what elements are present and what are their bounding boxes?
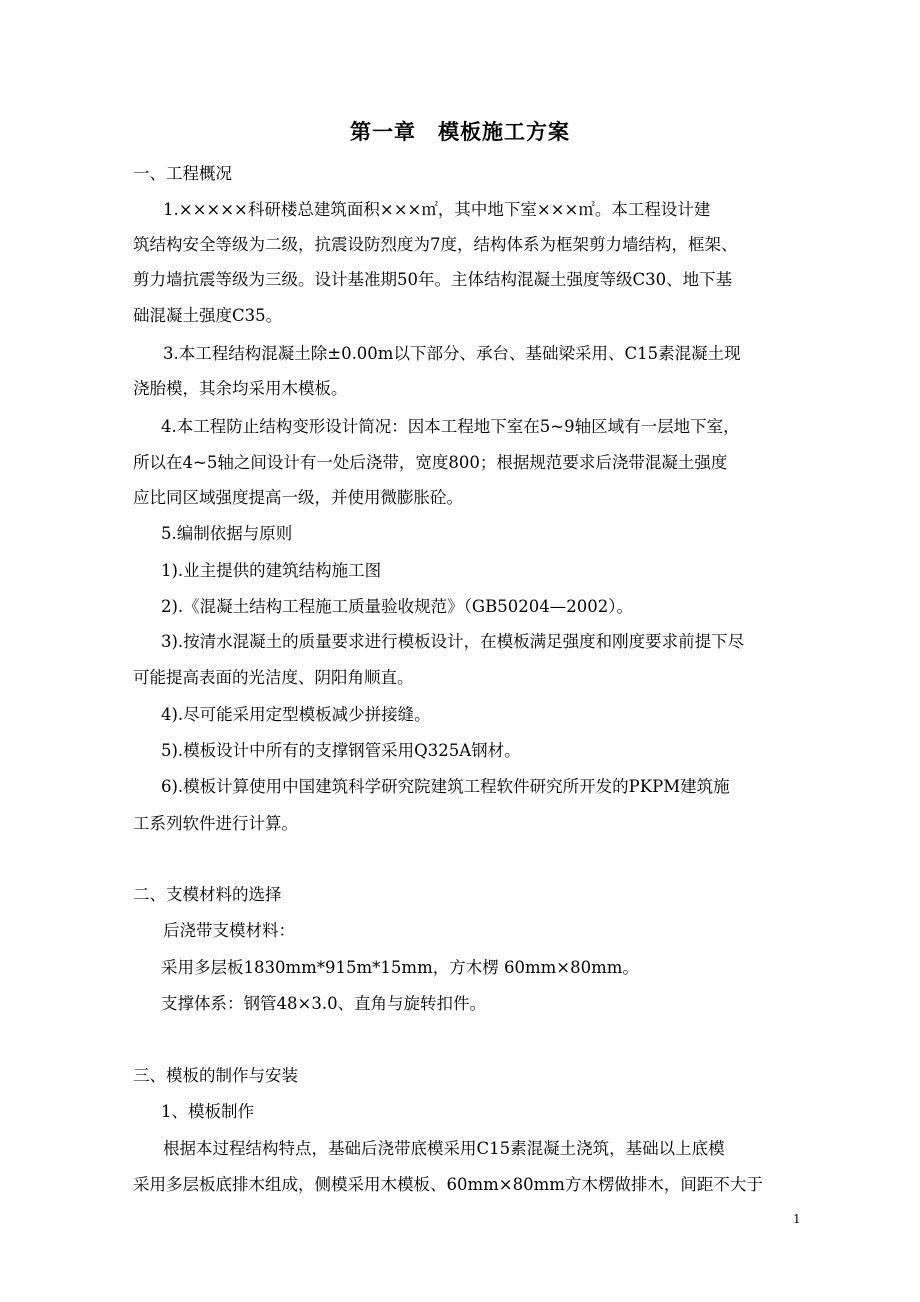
list-item: 3).按清水混凝土的质量要求进行模板设计，在模板满足强度和刚度要求前提下尽 (161, 632, 745, 651)
paragraph-line: 浇胎模，其余均采用木模板。 (133, 379, 348, 398)
paragraph-line: 可能提高表面的光洁度、阴阳角顺直。 (133, 668, 414, 687)
list-item: 2).《混凝土结构工程施工质量验收规范》（GB50204—2002）。 (161, 597, 633, 616)
page-number: 1 (793, 1212, 801, 1226)
paragraph-line: 工系列软件进行计算。 (133, 814, 298, 833)
subheading-basis: 5.编制依据与原则 (161, 524, 293, 543)
paragraph-line: 筑结构安全等级为二级，抗震设防烈度为7度，结构体系为框架剪力墙结构，框架、 (133, 235, 738, 254)
paragraph-line: 采用多层板底排木组成，侧模采用木模板、60mm×80mm方木楞做排木，间距不大于 (133, 1175, 763, 1194)
chapter-title: 第一章 模板施工方案 (350, 119, 570, 144)
paragraph-line: 所以在4~5轴之间设计有一处后浇带，宽度800；根据规范要求后浇带混凝土强度 (133, 453, 728, 472)
paragraph-line: 础混凝土强度C35。 (133, 306, 283, 325)
paragraph-line: 1.×××××科研楼总建筑面积×××㎡，其中地下室×××㎡。本工程设计建 (163, 200, 711, 219)
paragraph-line: 后浇带支模材料： (163, 921, 295, 940)
paragraph-line: 采用多层板1830mm*915m*15mm，方木楞 60mm×80mm。 (161, 958, 639, 977)
paragraph-line: 4.本工程防止结构变形设计简况：因本工程地下室在5~9轴区域有一层地下室， (161, 417, 740, 436)
list-item: 6).模板计算使用中国建筑科学研究院建筑工程软件研究所开发的PKPM建筑施 (161, 777, 730, 796)
section-heading-overview: 一、工程概况 (133, 164, 232, 183)
paragraph-line: 剪力墙抗震等级为三级。设计基准期50年。主体结构混凝土强度等级C30、地下基 (133, 270, 733, 289)
section-heading-materials: 二、支模材料的选择 (133, 885, 282, 904)
paragraph-line: 支撑体系：钢管48×3.0、直角与旋转扣件。 (161, 994, 487, 1013)
subheading-fabrication: 1、模板制作 (161, 1102, 254, 1121)
paragraph-line: 应比同区域强度提高一级，并使用微膨胀砼。 (133, 488, 463, 507)
paragraph-line: 根据本过程结构特点，基础后浇带底模采用C15素混凝土浇筑，基础以上底模 (163, 1139, 725, 1158)
list-item: 4).尽可能采用定型模板减少拼接缝。 (161, 705, 431, 724)
list-item: 1).业主提供的建筑结构施工图 (161, 561, 382, 580)
list-item: 5).模板设计中所有的支撑钢管采用Q325A钢材。 (161, 741, 521, 760)
paragraph-line: 3.本工程结构混凝土除±0.00m以下部分、承台、基础梁采用、C15素混凝土现 (163, 344, 741, 363)
section-heading-fabrication: 三、模板的制作与安装 (133, 1066, 298, 1085)
